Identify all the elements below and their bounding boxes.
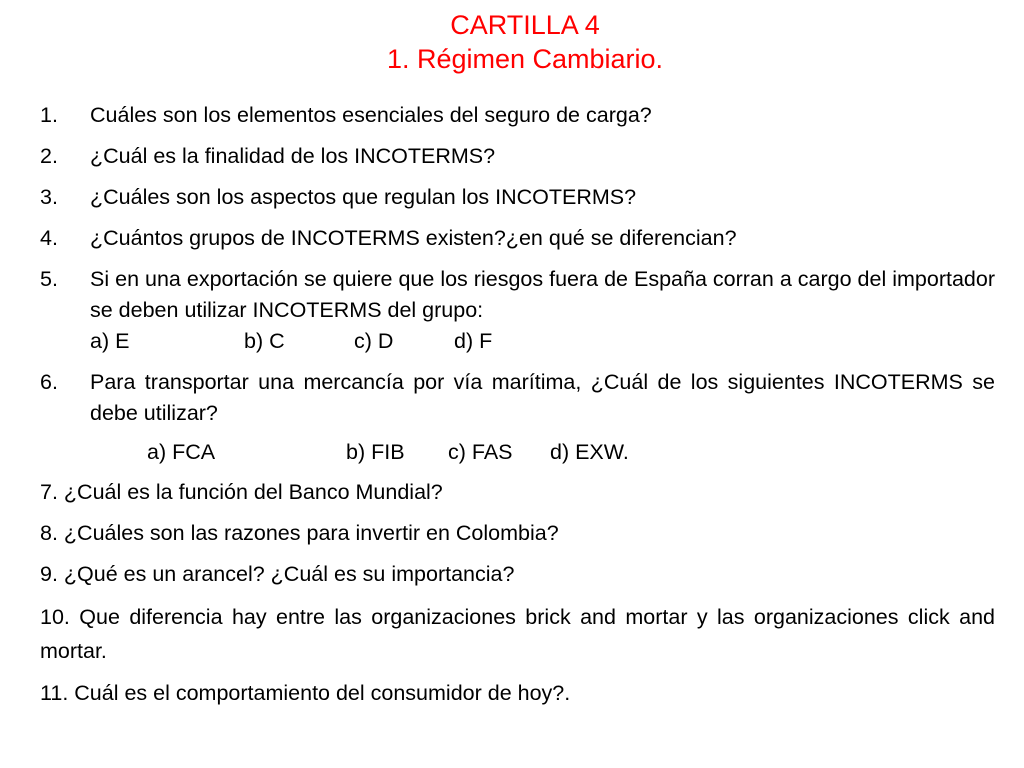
title-block <box>0 8 1024 76</box>
question-text: Si en una exportación se quiere que los riesgos fuera de España corran a cargo del importador se deben utilizar INCOTERMS del grupo: <box>90 267 995 322</box>
question-list <box>40 100 995 719</box>
question-number: 3. <box>40 185 58 209</box>
question-item-5 <box>40 264 995 357</box>
question-item-8: 8. ¿Cuáles son las razones para invertir en Colombia? <box>40 521 559 545</box>
question-text: Cuáles son los elementos esenciales del seguro de carga? <box>90 103 652 127</box>
question-text: Para transportar una mercancía por vía marítima, ¿Cuál de los siguientes INCOTERMS se debe utilizar? <box>90 370 995 425</box>
question-text: ¿Cuáles son los aspectos que regulan los INCOTERMS? <box>90 185 637 209</box>
question-text: ¿Cuál es la finalidad de los INCOTERMS? <box>90 144 496 168</box>
question-item-7: 7. ¿Cuál es la función del Banco Mundial? <box>40 480 443 504</box>
question-body <box>90 264 995 357</box>
option-d: d) EXW. <box>550 440 629 464</box>
answer-options <box>147 437 995 468</box>
question-item-3 <box>40 182 995 213</box>
question-item-10: 10. Que diferencia hay entre las organizaciones brick and mortar y las organizaciones click and mortar. <box>40 605 995 663</box>
question-number: 6. <box>40 370 58 394</box>
option-d: d) F <box>454 329 493 353</box>
option-c: c) D <box>354 329 394 353</box>
question-number: 1. <box>40 103 58 127</box>
answer-options <box>90 326 995 357</box>
option-a: a) FCA <box>147 440 216 464</box>
question-item-2 <box>40 141 995 172</box>
question-number: 4. <box>40 226 58 250</box>
slide-title: CARTILLA 4 <box>450 10 600 40</box>
option-a: a) E <box>90 329 130 353</box>
option-c: c) FAS <box>448 440 513 464</box>
option-b: b) C <box>244 329 285 353</box>
question-item-1 <box>40 100 995 131</box>
question-item-11: 11. Cuál es el comportamiento del consumidor de hoy?. <box>40 681 571 705</box>
question-text: ¿Cuántos grupos de INCOTERMS existen?¿en qué se diferencian? <box>90 226 737 250</box>
slide-subtitle: 1. Régimen Cambiario. <box>386 44 664 74</box>
question-number: 5. <box>40 267 58 291</box>
question-item-6 <box>40 367 995 429</box>
question-number: 2. <box>40 144 58 168</box>
option-b: b) FIB <box>346 440 405 464</box>
question-item-9: 9. ¿Qué es un arancel? ¿Cuál es su importancia? <box>40 562 515 586</box>
question-item-4 <box>40 223 995 254</box>
